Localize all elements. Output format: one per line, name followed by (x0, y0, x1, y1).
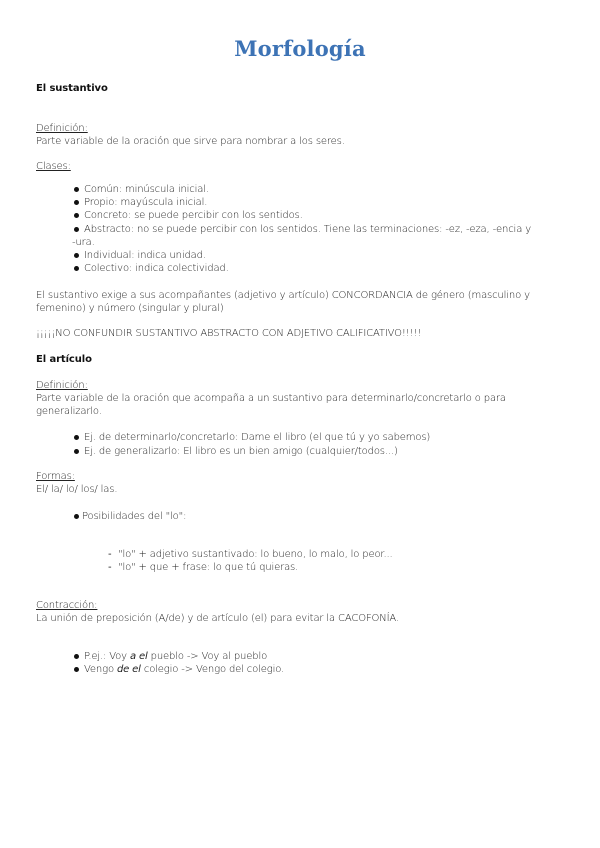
formas-text: El/ la/ lo/ los/ las. (36, 484, 118, 495)
list-item-continuation: -ura. (72, 237, 95, 248)
definicion-text: generalizarlo. (36, 406, 102, 417)
list-item: Posibilidades del "lo": (82, 511, 187, 522)
dash-icon: - (108, 549, 112, 560)
list-item: "lo" + que + frase: lo que tú quieras. (118, 562, 299, 573)
example-text: P.ej.: Voy (84, 651, 130, 662)
contraccion-label: Contracción: (36, 600, 98, 611)
bullet-icon (74, 187, 79, 192)
bullet-icon (74, 435, 79, 440)
warning-text: ¡¡¡¡¡NO CONFUNDIR SUSTANTIVO ABSTRACTO CON ADJETIVO CALIFICATIVO!!!!! (36, 328, 422, 339)
clases-label: Clases: (36, 161, 71, 172)
list-item: Ej. de generalizarlo: El libro es un bien amigo (cualquier/todos...) (84, 446, 398, 457)
list-item: Colectivo: indica colectividad. (84, 263, 229, 274)
contraccion-text: La unión de preposición (A/de) y de artículo (el) para evitar la CACOFONÍA. (36, 613, 399, 624)
list-item: Ej. de determinarlo/concretarlo: Dame el libro (el que tú y yo sabemos) (84, 432, 431, 443)
list-item: Común: minúscula inicial. (84, 184, 209, 195)
list-item: Abstracto: no se puede percibir con los sentidos. Tiene las terminaciones: -ez, -eza, -encia y (84, 224, 531, 235)
bullet-icon (74, 514, 79, 519)
section-heading-articulo: El artículo (36, 354, 92, 365)
bullet-icon (74, 449, 79, 454)
list-item: Individual: indica unidad. (84, 250, 206, 261)
list-item: Concreto: se puede percibir con los sentidos. (84, 210, 303, 221)
page-title: Morfología (234, 36, 366, 61)
formas-label: Formas: (36, 471, 75, 482)
example-text: Vengo (84, 664, 117, 675)
definicion-text: Parte variable de la oración que acompaña a un sustantivo para determinarlo/concretarlo o para (36, 393, 506, 404)
example-text: pueblo -> Voy al pueblo (147, 651, 268, 662)
definicion-text: Parte variable de la oración que sirve para nombrar a los seres. (36, 136, 345, 147)
dash-icon: - (108, 562, 112, 573)
list-item (84, 650, 267, 663)
bullet-icon (74, 654, 79, 659)
definicion-label: Definición: (36, 123, 88, 134)
definicion-label: Definición: (36, 380, 88, 391)
bullet-icon (74, 266, 79, 271)
concordancia-text: El sustantivo exige a sus acompañantes (adjetivo y artículo) CONCORDANCIA de género (masculino y (36, 290, 530, 301)
bullet-icon (74, 253, 79, 258)
list-item (84, 663, 284, 676)
bullet-icon (74, 200, 79, 205)
bullet-icon (74, 227, 79, 232)
example-italic: a el (129, 651, 148, 662)
example-text: colegio -> Vengo del colegio. (140, 664, 285, 675)
list-item: "lo" + adjetivo sustantivado: lo bueno, lo malo, lo peor... (118, 549, 393, 560)
bullet-icon (74, 667, 79, 672)
section-heading-sustantivo: El sustantivo (36, 83, 108, 94)
bullet-icon (74, 213, 79, 218)
concordancia-text: femenino) y número (singular y plural) (36, 303, 224, 314)
example-italic: de el (116, 664, 141, 675)
list-item: Propio: mayúscula inicial. (84, 197, 208, 208)
